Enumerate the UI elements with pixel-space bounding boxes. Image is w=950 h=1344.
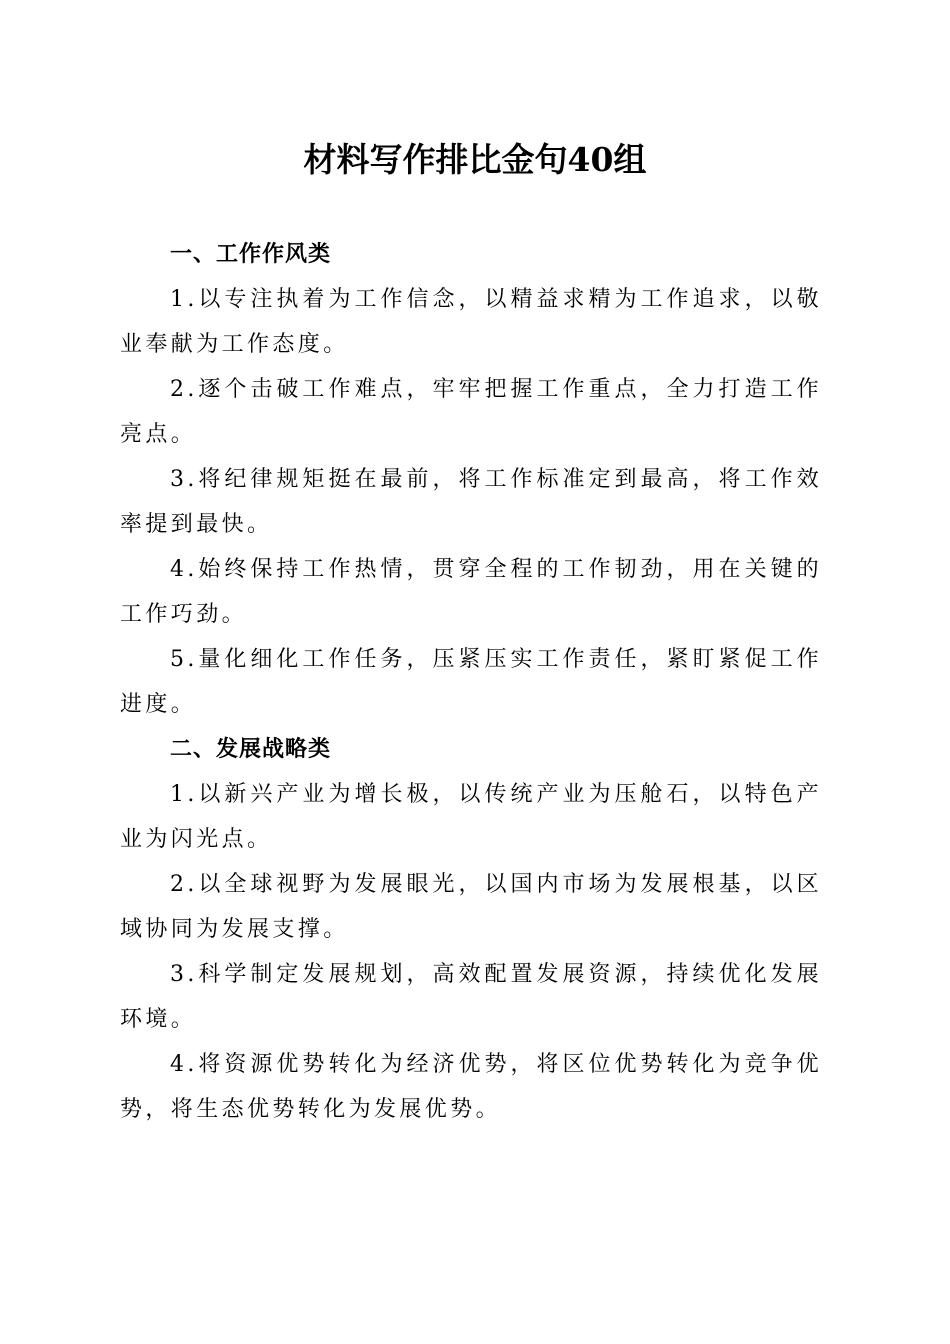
paragraph-item: 4.将资源优势转化为经济优势，将区位优势转化为竞争优势，将生态优势转化为发展优势。 — [120, 1052, 822, 1122]
paragraph-item: 2.逐个击破工作难点，牢牢把握工作重点，全力打造工作亮点。 — [120, 377, 822, 447]
paragraph-item: 2.以全球视野为发展眼光，以国内市场为发展根基，以区域协同为发展支撑。 — [120, 872, 822, 942]
paragraph-item: 4.始终保持工作热情，贯穿全程的工作韧劲，用在关键的工作巧劲。 — [120, 557, 822, 627]
document-body — [120, 232, 822, 1132]
document-title: 材料写作排比金句40组 — [303, 140, 647, 179]
paragraph-item: 5.量化细化工作任务，压紧压实工作责任，紧盯紧促工作进度。 — [120, 647, 822, 717]
section-work-style — [120, 232, 822, 727]
section-heading: 二、发展战略类 — [170, 737, 332, 762]
section-development-strategy — [120, 727, 822, 1132]
paragraph-item: 1.以专注执着为工作信念，以精益求精为工作追求，以敬业奉献为工作态度。 — [120, 287, 822, 357]
paragraph-item: 1.以新兴产业为增长极，以传统产业为压舱石，以特色产业为闪光点。 — [120, 782, 822, 852]
paragraph-item: 3.将纪律规矩挺在最前，将工作标准定到最高，将工作效率提到最快。 — [120, 467, 822, 537]
section-heading: 一、工作作风类 — [170, 242, 332, 267]
paragraph-item: 3.科学制定发展规划，高效配置发展资源，持续优化发展环境。 — [120, 962, 822, 1032]
